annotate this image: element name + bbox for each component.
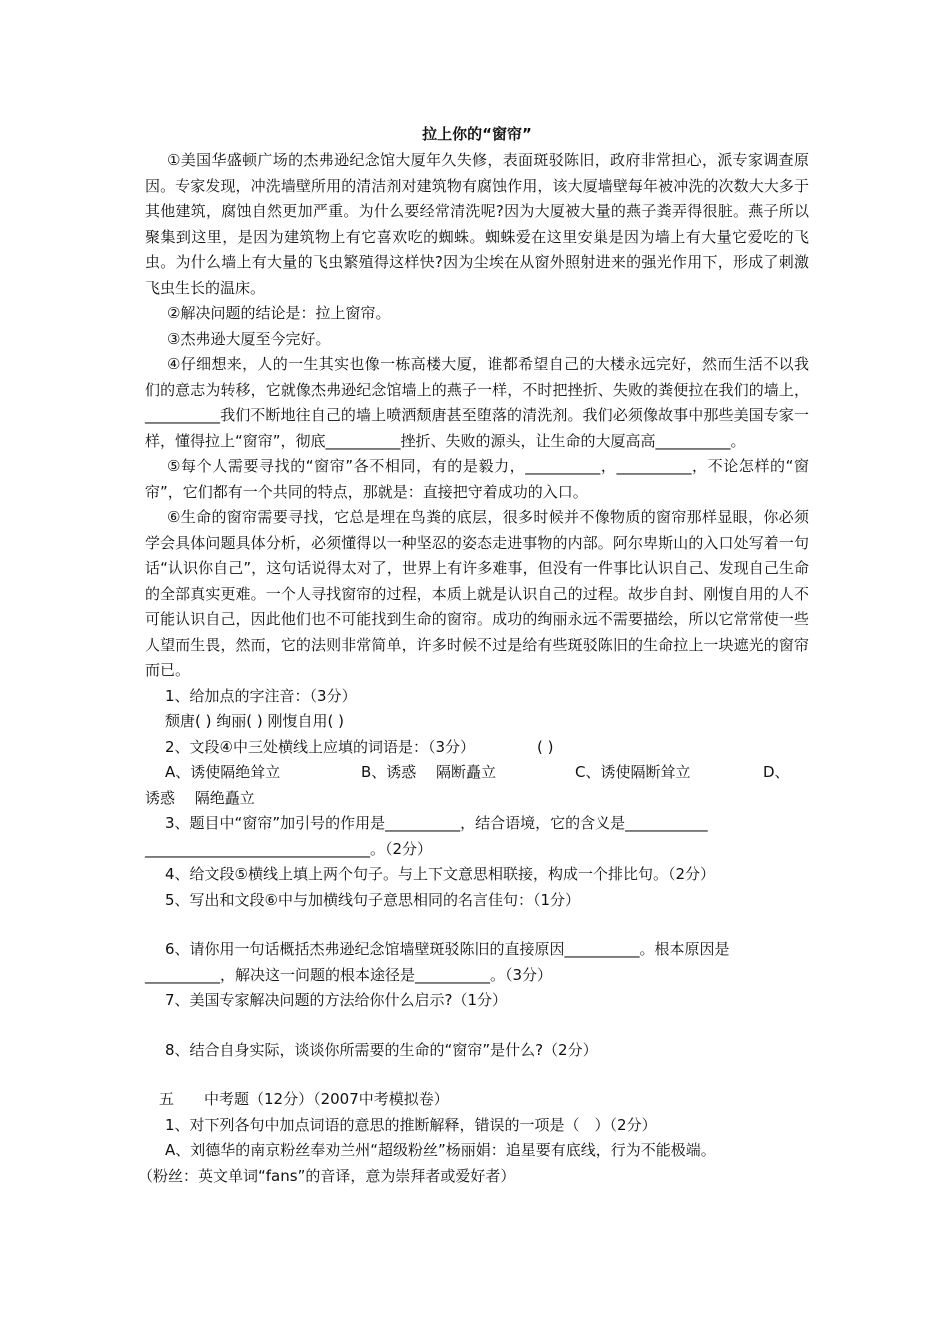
paragraph-6: ⑥生命的窗帘需要寻找，它总是埋在鸟粪的底层，很多时候并不像物质的窗帘那样显眼，你必须学会具体问题具体分析，必须懂得以一种坚忍的姿态走进事物的内部。阿尔卑斯山的入口处写着一句话“认识你自己”，这句话说得太对了，世界上有许多难事，但没有一件事比认识自己、发现自己生命的全部真实更难。一个人寻找窗帘的过程，本质上就是认识自己的过程。故步自封、刚愎自用的人不可能认识自己，因此他们也不可能找到生命的窗帘。成功的绚丽永远不需要描绘，所以它常常使一些人望而生畏，然而，它的法则非常简单，许多时候不过是给有些斑驳陈旧的生命拉上一块遮光的窗帘而已。 — [145, 508, 809, 679]
question-6-continued: __________，解决这一问题的根本途径是__________。（3分） — [145, 965, 553, 984]
option-c: C、诱使隔断耸立 — [575, 763, 691, 781]
question-3: 3、题目中“窗帘”加引号的作用是__________，结合语境，它的含义是___________ — [165, 814, 708, 832]
article-title: 拉上你的“窗帘” — [422, 125, 532, 143]
question-8: 8、结合自身实际，谈谈你所需要的生命的“窗帘”是什么?（2分） — [165, 1040, 598, 1059]
answer-space-5 — [145, 913, 809, 937]
question-7: 7、美国专家解决问题的方法给你什么启示?（1分） — [165, 991, 508, 1009]
question-2-options — [145, 760, 809, 786]
paragraph-5: ⑤每个人需要寻找的“窗帘”各不相同，有的是毅力，__________，__________，不论怎样的“窗帘”，它们都有一个共同的特点，那就是：直接把守着成功的入口。 — [145, 457, 809, 501]
section-5-option-a: A、刘德华的南京粉丝奉劝兰州“超级粉丝”杨丽娟：追星要有底线，行为不能极端。 — [165, 1141, 716, 1159]
paragraph-2: ②解决问题的结论是：拉上窗帘。 — [167, 304, 391, 322]
question-1: 1、给加点的字注音：（3分） — [165, 686, 357, 705]
option-b: B、诱惑 隔断矗立 — [361, 763, 497, 781]
question-2-row — [145, 735, 809, 761]
paragraph-1: ①美国华盛顿广场的杰弗逊纪念馆大厦年久失修，表面斑驳陈旧，政府非常担心，派专家调查原因。专家发现，冲洗墙壁所用的清洁剂对建筑物有腐蚀作用，该大厦墙壁每年被冲洗的次数大大多于其他建筑，腐蚀自然更加严重。为什么要经常清洗呢?因为大厦被大量的燕子粪弄得很脏。燕子所以聚集到这里，是因为建筑物上有它喜欢吃的蜘蛛。蜘蛛爱在这里安巢是因为墙上有大量它爱吃的飞虫。为什么墙上有大量的飞虫繁殖得这样快?因为尘埃在从窗外照射进来的强光作用下，形成了刺激飞虫生长的温床。 — [145, 151, 809, 297]
paragraph-4: ④仔细想来，人的一生其实也像一栋高楼大厦，谁都希望自己的大楼永远完好，然而生活不以我们的意志为转移，它就像杰弗逊纪念馆墙上的燕子一样，不时把挫折、失败的粪便拉在我们的墙上，__________我们不断地往自己的墙上喷洒颓唐甚至堕落的清洗剂。我们必须像故事中那些美国专家一样，懂得拉上“窗帘”，彻底__________挫折、失败的源头，让生命的大厦高高__________。 — [145, 355, 809, 450]
document-page — [138, 120, 809, 1189]
option-a: A、诱使隔绝耸立 — [165, 763, 281, 781]
question-2-answer-paren: ( ) — [537, 737, 554, 756]
question-1-items: 颓唐( ) 绚丽( ) 刚愎自用( ) — [165, 712, 344, 730]
question-3-continued: ______________________________。（2分） — [145, 839, 433, 858]
section-5-question-1: 1、对下列各句中加点词语的意思的推断解释，错误的一项是（ ）（2分） — [165, 1115, 657, 1134]
question-4: 4、给文段⑤横线上填上两个句子。与上下文意思相联接，构成一个排比句。（2分） — [165, 865, 716, 883]
option-d: D、 — [763, 763, 790, 781]
section-5-heading: 五 中考题（12分）（2007中考模拟卷） — [159, 1090, 449, 1108]
question-6: 6、请你用一句话概括杰弗逊纪念馆墙壁斑驳陈旧的直接原因__________。根本原因是 — [165, 940, 730, 958]
question-5: 5、写出和文段⑥中与加横线句子意思相同的名言佳句：（1分） — [165, 890, 581, 909]
option-d-continued: 诱惑 隔绝矗立 — [145, 788, 255, 807]
paragraph-3: ③杰弗逊大厦至今完好。 — [167, 329, 331, 348]
question-2: 2、文段④中三处横线上应填的词语是：（3分） — [165, 737, 476, 756]
answer-space-7 — [145, 1014, 809, 1038]
answer-space-8 — [145, 1063, 809, 1087]
section-5-option-a-note: （粉丝：英文单词“fans”的音译，意为崇拜者或爱好者） — [138, 1166, 516, 1185]
